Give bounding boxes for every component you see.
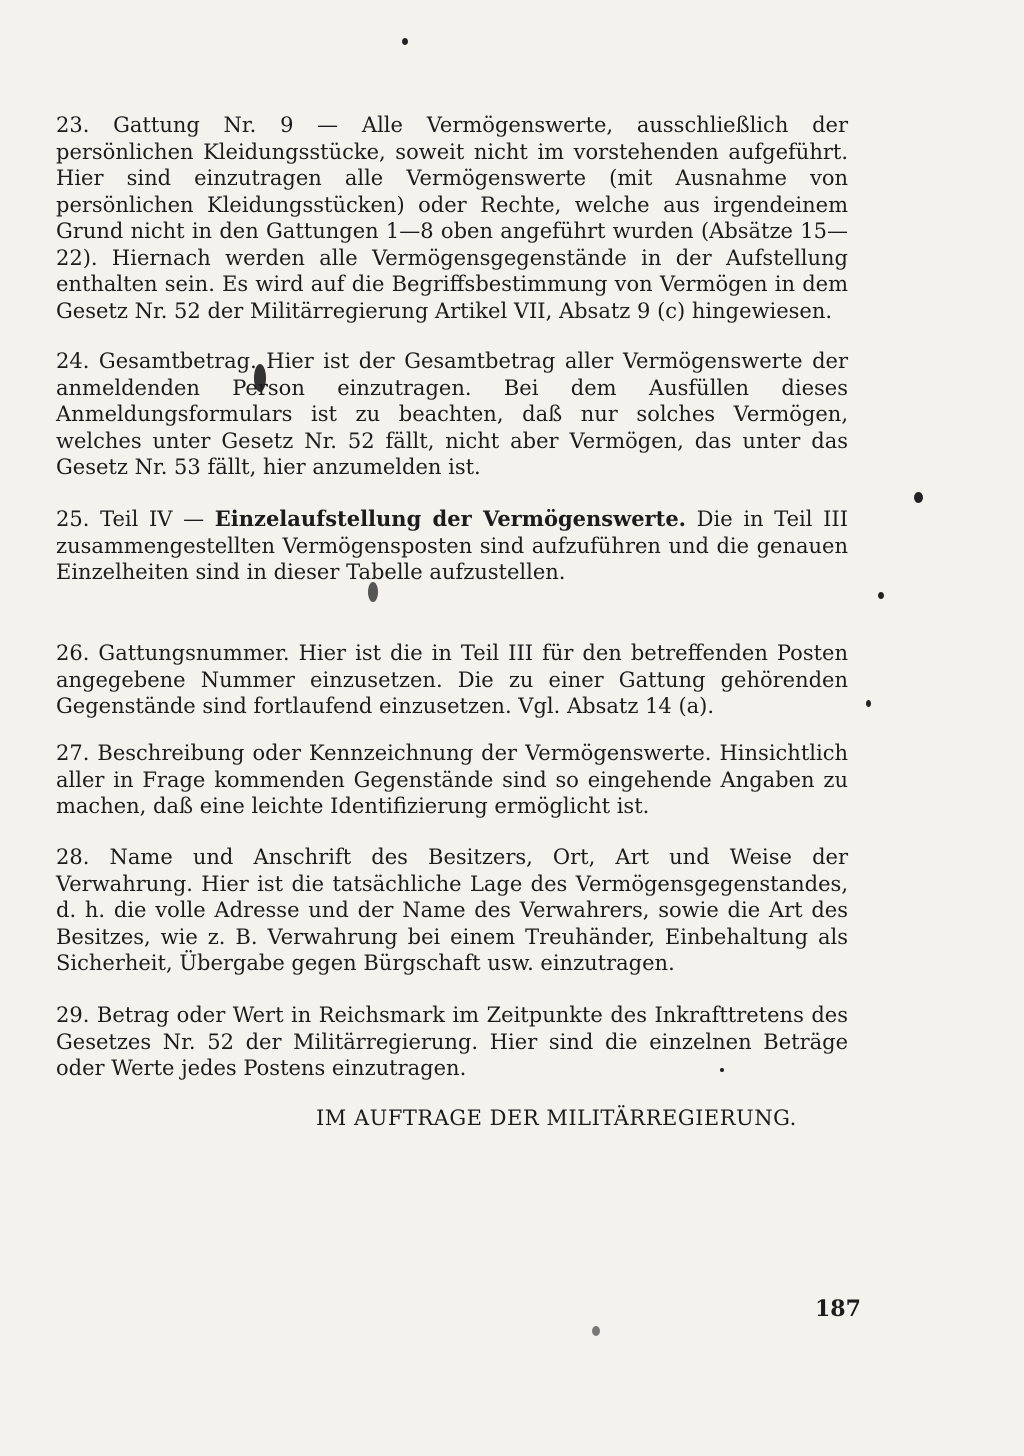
paragraph-28: [56, 844, 848, 977]
paragraph-25-text: [56, 506, 848, 586]
paragraph-25: [56, 506, 848, 586]
paragraph-24-text: 24. Gesamtbetrag. Hier ist der Gesamtbetrag aller Vermögenswerte der anmeldenden Person einzutragen. Bei dem Ausfüllen dieses Anmeldungsformulars ist zu beachten, daß nur solches Vermögen, welches unter Gesetz Nr. 52 fällt, nicht aber Vermögen, das unter das Gesetz Nr. 53 fällt, hier anzumelden ist.: [56, 349, 848, 479]
page-number: 187: [815, 1296, 861, 1322]
ink-speck: [592, 1326, 600, 1336]
authority-signature-line: IM AUFTRAGE DER MILITÄRREGIERUNG.: [316, 1106, 797, 1130]
paragraph-27: [56, 740, 848, 820]
paragraph-26-text: 26. Gattungsnummer. Hier ist die in Teil III für den betreffenden Posten angegebene Nummer einzusetzen. Die zu einer Gattung gehörenden Gegenstände sind fortlaufend einzusetzen. Vgl. Absatz 14 (a).: [56, 641, 848, 718]
paragraph-25-prefix: 25. Teil IV —: [56, 507, 215, 531]
ink-speck: [878, 592, 884, 599]
paragraph-25-heading: Einzelaufstellung der Vermögenswerte.: [214, 506, 686, 531]
ink-speck: [914, 492, 923, 503]
ink-speck: [402, 38, 408, 45]
paragraph-23: [56, 112, 848, 324]
paragraph-23-text: 23. Gattung Nr. 9 — Alle Vermögenswerte, ausschließlich der persönlichen Kleidungsstücke, soweit nicht im vorstehenden aufgeführt. Hier sind einzutragen alle Vermögenswerte (mit Ausnahme von persönlichen Kleidungsstücken) oder Rechte, welche aus irgendeinem Grund nicht in den Gattungen 1—8 oben angeführt wurden (Absätze 15—22). Hiernach werden alle Vermögensgegenstände in der Aufstellung enthalten sein. Es wird auf die Begriffsbestimmung von Vermögen in dem Gesetz Nr. 52 der Militärregierung Artikel VII, Absatz 9 (c) hingewiesen.: [56, 113, 848, 323]
ink-speck: [866, 700, 871, 707]
paragraph-26: [56, 640, 848, 720]
paragraph-29: [56, 1002, 848, 1082]
paragraph-24: [56, 348, 848, 481]
paragraph-27-text: 27. Beschreibung oder Kennzeichnung der Vermögenswerte. Hinsichtlich aller in Frage kommenden Gegenstände sind so eingehende Angaben zu machen, daß eine leichte Identifizierung ermöglicht ist.: [56, 741, 848, 818]
paragraph-29-text: 29. Betrag oder Wert in Reichsmark im Zeitpunkte des Inkrafttretens des Gesetzes Nr. 52 der Militärregierung. Hier sind die einzelnen Beträge oder Werte jedes Postens einzutragen.: [56, 1003, 848, 1080]
paragraph-28-text: 28. Name und Anschrift des Besitzers, Ort, Art und Weise der Verwahrung. Hier ist die tatsächliche Lage des Vermögensgegenstandes, d. h. die volle Adresse und der Name des Verwahrers, sowie die Art des Besitzes, wie z. B. Verwahrung bei einem Treuhänder, Einbehaltung als Sicherheit, Übergabe gegen Bürgschaft usw. einzutragen.: [56, 845, 848, 975]
paragraph-25-rest: Die in Teil III zusammengestellten Vermögensposten sind aufzuführen und die genauen Einzelheiten sind in dieser Tabelle aufzustellen.: [56, 507, 849, 584]
